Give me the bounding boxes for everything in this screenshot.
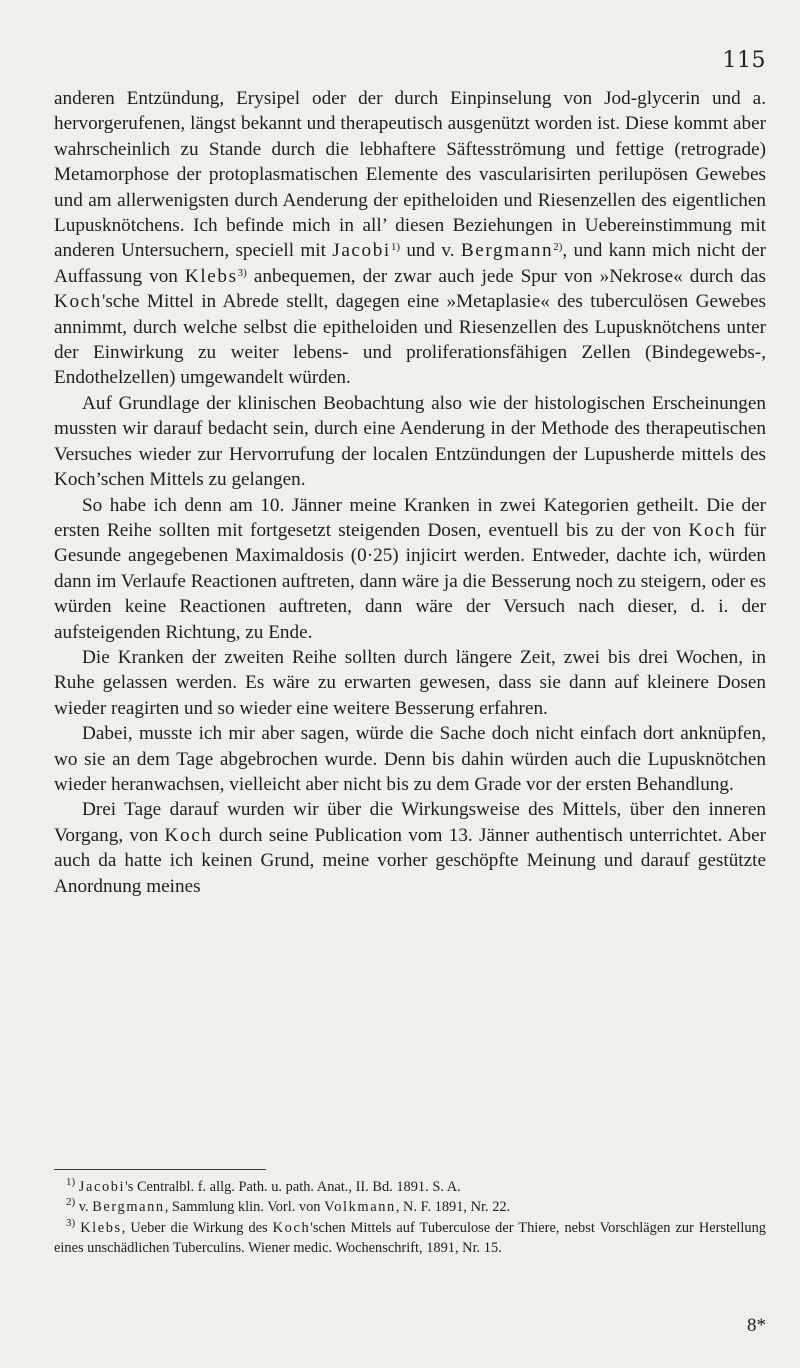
text-run: 's Centralbl. f. allg. Path. u. path. Anat., II. Bd. 1891. S. A.: [125, 1179, 461, 1195]
text-run: So habe ich denn am 10. Jänner meine Kranken in zwei Kategorien getheilt. Die der ersten Reihe sollten mit fortgesetzt steigenden Dosen, eventuell bis zu der von: [54, 494, 766, 541]
signature-mark: 8*: [747, 1315, 766, 1336]
footnote-marker: 2): [553, 241, 563, 254]
author-name: Koch: [688, 519, 737, 541]
text-run: 'sche Mittel in Abrede stellt, dagegen eine »Metaplasie« des tuberculösen Gewebes annimmt, durch welche selbst die epitheloiden und Riesenzellen des Lupusknötchens unter der Einwirkung zu weiter lebens- und proliferationsfähigen Zellen (Bindegewebs-, Endothelzellen) umgewandelt würden.: [54, 291, 766, 389]
text-run: v.: [75, 1199, 93, 1216]
footnotes: [54, 1177, 766, 1259]
author-name: Bergmann: [92, 1199, 165, 1216]
text-run: und v.: [400, 240, 461, 262]
paragraph: [54, 721, 766, 797]
author-name: Volkmann: [324, 1199, 396, 1216]
paragraph: [54, 797, 766, 899]
text-run: Auf Grundlage der klinischen Beobachtung also wie der histologischen Erscheinungen mussten wir darauf bedacht sein, durch eine Aenderung in der Methode des therapeutischen Versuches wieder zur Hervorrufung der localen Entzündungen der Lupusherde mittels des Koch’schen Mittels zu gelangen.: [54, 392, 766, 491]
text-run: anbequemen, der zwar auch jede Spur von »Nekrose« durch das: [246, 265, 766, 287]
author-name: Klebs: [80, 1219, 122, 1236]
footnote-marker: 2): [66, 1196, 76, 1209]
text-run: Drei Tage darauf wurden wir über die Wirkungsweise des Mittels, über den inneren Vorgang, von: [54, 799, 766, 846]
author-name: Klebs: [184, 265, 238, 287]
text-run: für Gesunde angegebenen Maximaldosis (0·25) injicirt werden. Entweder, dachte ich, würden dann im Verlaufe Reactionen auftreten, dann wäre ja die Besserung noch zu steigern, oder es würden keine Reactionen auftreten, dann wäre der Versuch nach dieser, d. i. der aufsteigenden Richtung, zu Ende.: [54, 519, 767, 643]
text-run: anderen Entzündung, Erysipel oder der durch Einpinselung von Jod-glycerin und a. hervorgerufenen, längst bekannt und therapeutisch ausgenützt worden ist. Diese kommt aber wahrscheinlich zu Stande durch die lebhaftere Säftesströmung und fettige (retrograde) Metamorphose der protoplasmatischen Elemente des vascularisirten perilupösen Gewebes und am allerwenigsten durch Aenderung der epitheloiden und Riesenzellen des eigentlichen Lupusknötchens. Ich befinde mich in all’ diesen Beziehungen in Uebereinstimmung mit anderen Untersuchern, speciell mit: [54, 88, 766, 262]
text-run: Die Kranken der zweiten Reihe sollten durch längere Zeit, zwei bis drei Wochen, in Ruhe gelassen werden. Es wäre zu erwarten gewesen, dass sie dann auf kleinere Dosen wieder reagirten und so wieder eine weitere Besserung erfahren.: [54, 646, 766, 719]
footnote-marker: 1): [66, 1176, 76, 1188]
text-run: , Ueber die Wirkung des: [121, 1219, 273, 1236]
author-name: Koch: [164, 824, 213, 846]
text-run: 'schen Mittels auf Tuberculose der Thiere, nebst Vorschlägen zur Herstellung eines unschädlichen Tuberculins. Wiener medic. Wochenschrift, 1891, Nr. 15.: [54, 1219, 766, 1257]
text-run: Dabei, musste ich mir aber sagen, würde die Sache doch nicht einfach dort anknüpfen, wo sie an dem Tage abgebrochen wurde. Denn bis dahin würden auch die Lupusknötchen wieder heranwachsen, vielleicht aber nicht bis zu dem Grade vor der ersten Behandlung.: [54, 723, 766, 795]
footnote: [54, 1218, 766, 1259]
author-name: Koch: [272, 1219, 311, 1236]
author-name: Jacobi: [332, 240, 391, 262]
page-number: 115: [722, 48, 766, 73]
paragraph: [54, 645, 766, 721]
text-run: , N. F. 1891, Nr. 22.: [395, 1199, 511, 1216]
author-name: Koch: [54, 291, 102, 313]
footnote: [54, 1177, 766, 1197]
text-run: , Sammlung klin. Vorl. von: [164, 1199, 325, 1216]
paragraph: [54, 493, 766, 645]
footnote-marker: 1): [390, 241, 401, 254]
paragraph: [54, 86, 766, 391]
footnote: [54, 1197, 766, 1217]
footnote-marker: 3): [66, 1216, 76, 1229]
author-name: Jacobi: [78, 1179, 126, 1195]
footnote-rule: [54, 1169, 266, 1170]
body-text: [54, 86, 766, 899]
text-run: durch seine Publication vom 13. Jänner authentisch unterrichtet. Aber auch da hatte ich keinen Grund, meine vorher geschöpfte Meinung und darauf gestützte Anordnung meines: [54, 824, 766, 897]
paragraph: [54, 391, 766, 493]
footnote-marker: 3): [237, 266, 247, 279]
author-name: Bergmann: [460, 240, 554, 262]
text-run: , und kann mich nicht der Auffassung von: [54, 240, 766, 287]
